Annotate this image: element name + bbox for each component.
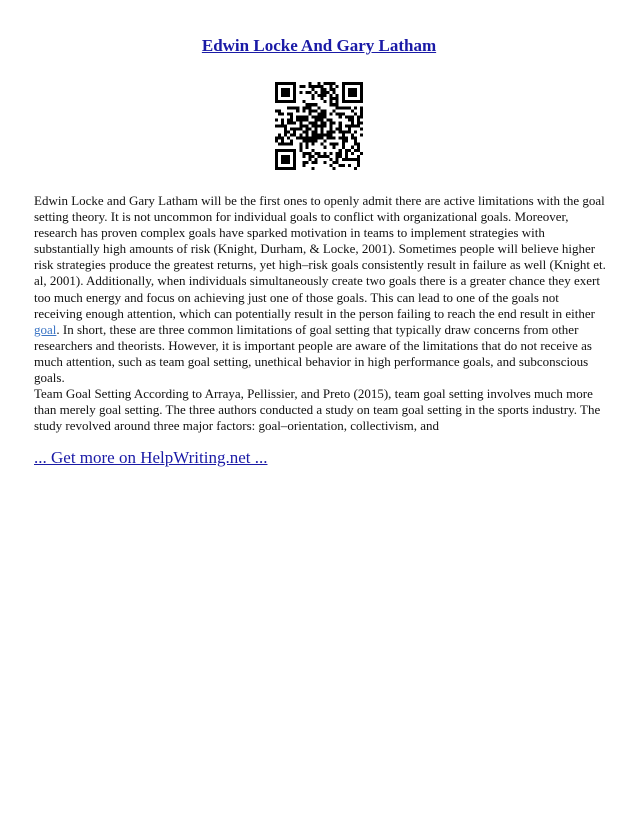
page-title[interactable]: Edwin Locke And Gary Latham [201,36,437,55]
paragraph-1 [34,193,606,386]
paragraph-1-text-a: Edwin Locke and Gary Latham will be the first ones to openly admit there are active limitations with the goal setting theory. It is not uncommon for individual goals to conflict with organizational goals. Moreover, research has proven complex goals have sparked motivation in teams to implement strategies with substantially high amounts of risk (Knight, Durham, & Locke, 2001). Sometimes people will believe higher risk strategies produce the greatest returns, yet high–risk goals consistently result in failure as well (Knight et. al, 2001). Additionally, when individuals simultaneously create two goals there is a greater chance they exert too much energy and focus on achieving just one of those goals. This can lead to one of the goals not receiving enough attention, which can potentially result in the person failing to reach the end result in either [34,193,606,321]
paragraph-1-text-b: . In short, these are three common limitations of goal setting that typically draw concerns from other researchers and theorists. However, it is important people are aware of the limitations that do not receive as much attention, such as team goal setting, unethical behavior in high performance goals, and subconscious goals. [34,321,592,386]
qr-code-icon [275,82,363,170]
goal-link[interactable]: goal [34,321,57,337]
article-body [34,193,606,434]
get-more-link[interactable]: ... Get more on HelpWriting.net ... [34,448,268,467]
paragraph-2: Team Goal Setting According to Arraya, Pellissier, and Preto (2015), team goal setting involves much more than merely goal setting. The three authors conducted a study on team goal setting in the sports industry. The study revolved around three major factors: goal–orientation, collectivism, and [34,386,601,434]
